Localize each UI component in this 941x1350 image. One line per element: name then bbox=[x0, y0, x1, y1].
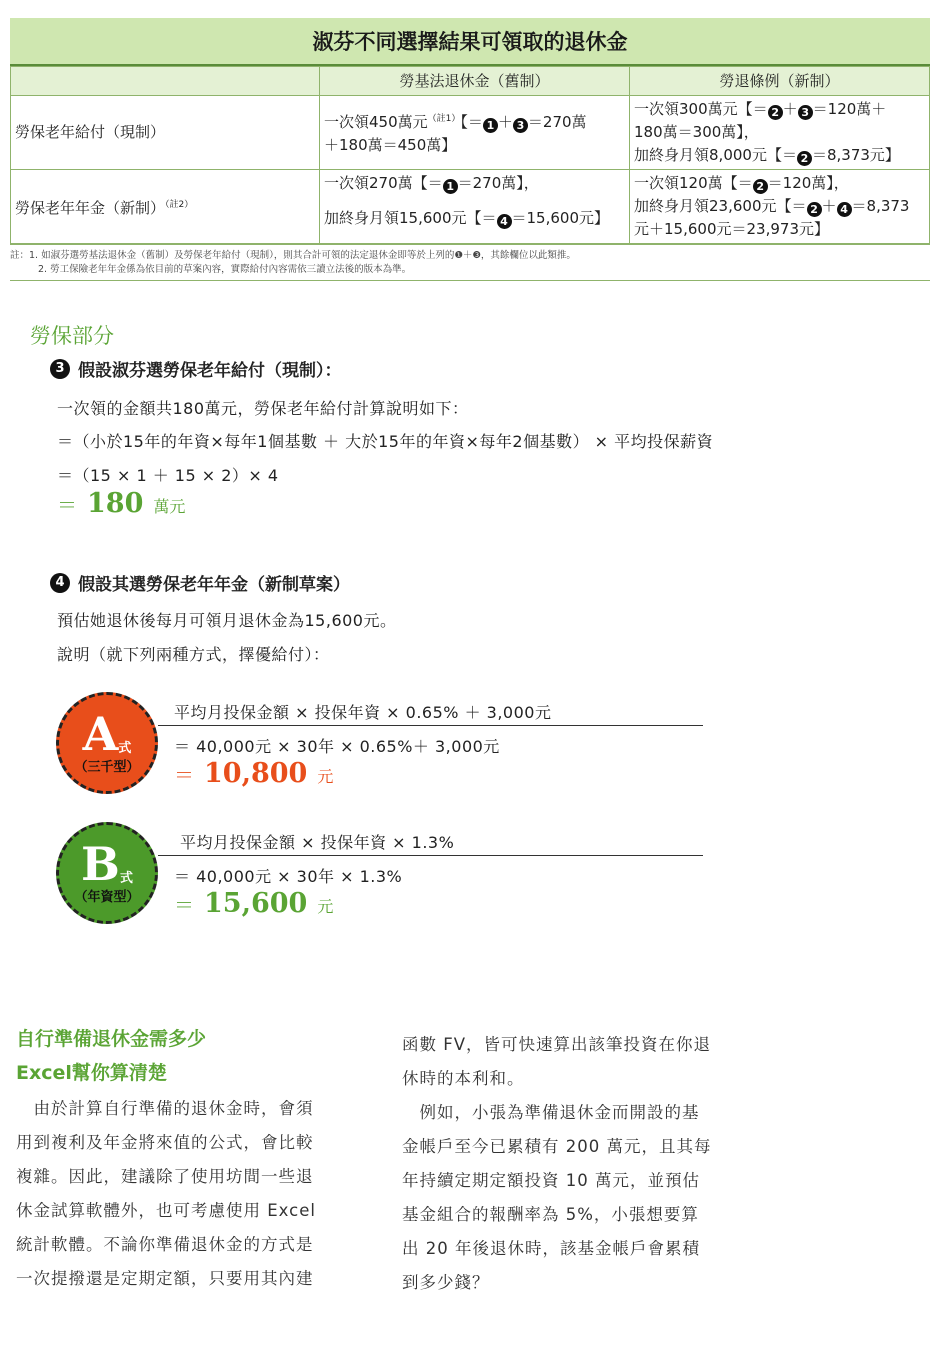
text-line: 統計軟體。不論你準備退休金的方式是 bbox=[16, 1235, 314, 1254]
s3-line-1: 一次領的金額共180萬元，勞保老年給付計算說明如下： bbox=[57, 399, 469, 418]
formula-a-unit: 元 bbox=[317, 767, 334, 786]
text-line: 複雜。因此，建議除了使用坊間一些退 bbox=[16, 1167, 314, 1186]
s3-result bbox=[57, 488, 185, 519]
formula-b-unit: 元 bbox=[317, 897, 334, 916]
formula-b-result bbox=[174, 888, 333, 919]
circled-number: 1 bbox=[443, 179, 458, 194]
circled-number: 2 bbox=[807, 202, 822, 217]
section-3-title: 假設淑芬選勞保老年給付（現制）： bbox=[78, 361, 342, 381]
formula-b-text: 平均月投保金額 × 投保年資 × 1.3% bbox=[180, 833, 455, 852]
s3-line-3: ＝（15 × 1 ＋ 15 × 2）× 4 bbox=[57, 466, 279, 485]
cell-text: ＝15,600元】 bbox=[511, 209, 609, 227]
cell-text: 【＝ bbox=[460, 113, 483, 131]
formula-b-rule bbox=[158, 855, 703, 856]
badge-letter: A bbox=[82, 706, 119, 761]
circled-number: 4 bbox=[497, 214, 512, 229]
cell-text: ＋ bbox=[782, 100, 798, 118]
formula-b-calc: ＝ 40,000元 × 30年 × 1.3% bbox=[174, 867, 403, 886]
badge-suffix: 式 bbox=[118, 740, 132, 756]
cell-text: 一次領270萬【＝ bbox=[324, 174, 443, 192]
formula-b-badge bbox=[56, 822, 158, 924]
cell-new-lump bbox=[630, 96, 930, 170]
formula-a-value: 10,800 bbox=[204, 758, 308, 789]
circled-number: 4 bbox=[837, 202, 852, 217]
labor-heading: 勞保部分 bbox=[30, 324, 114, 348]
table-title: 淑芬不同選擇結果可領取的退休金 bbox=[10, 18, 930, 66]
equals-sign: ＝ bbox=[174, 893, 194, 917]
cell-text: ＝120萬＋ bbox=[812, 100, 887, 118]
article-left-text bbox=[16, 1092, 376, 1296]
note-ref: （註1） bbox=[427, 114, 461, 124]
formula-a-calc: ＝ 40,000元 × 30年 × 0.65%＋ 3,000元 bbox=[174, 737, 500, 756]
cell-text: ＝270萬 bbox=[527, 113, 587, 131]
cell-text: 一次領120萬【＝ bbox=[634, 174, 753, 192]
s3-result-value: 180 bbox=[87, 488, 144, 519]
text-line: 休時的本利和。 bbox=[402, 1069, 525, 1088]
text-line: 由於計算自行準備的退休金時，會須 bbox=[16, 1099, 314, 1118]
cell-text: ＝8,373 bbox=[851, 197, 910, 215]
text-line: 出 20 年後退休時，該基金帳戶會累積 bbox=[402, 1239, 700, 1258]
number-badge: 3 bbox=[50, 359, 70, 379]
retirement-comparison-table bbox=[10, 18, 930, 281]
cell-text: 加終身月領23,600元【＝ bbox=[634, 197, 807, 215]
cell-text: 加終身月領8,000元【＝ bbox=[634, 146, 797, 164]
text-line: 一次提撥還是定期定額，只要用其內建 bbox=[16, 1269, 314, 1288]
text-line: 例如，小張為準備退休金而開設的基 bbox=[402, 1103, 700, 1122]
formula-a-rule bbox=[158, 725, 703, 726]
col-header-old: 勞基法退休金（舊制） bbox=[320, 67, 630, 96]
text-line: 用到複利及年金將來值的公式，會比較 bbox=[16, 1133, 314, 1152]
note-2: 2. 勞工保險老年年金係為依目前的草案內容，實際給付內容需依三讀立法後的版本為準。 bbox=[38, 264, 412, 275]
cell-text: ＋180萬＝450萬】 bbox=[324, 136, 457, 154]
text-line: 基金組合的報酬率為 5%，小張想要算 bbox=[402, 1205, 699, 1224]
text-line: 函數 FV，皆可快速算出該筆投資在你退 bbox=[402, 1035, 712, 1054]
text-line: 金帳戶至今已累積有 200 萬元，且其每 bbox=[402, 1137, 712, 1156]
equals-sign: ＝ bbox=[174, 763, 194, 787]
circled-number: 2 bbox=[768, 105, 783, 120]
col-header-new: 勞退條例（新制） bbox=[630, 67, 930, 96]
formula-b-value: 15,600 bbox=[204, 888, 308, 919]
row-label-text: 勞保老年年金（新制） bbox=[15, 198, 166, 217]
circled-number: 2 bbox=[753, 179, 768, 194]
s3-line-2: ＝（小於15年的年資×每年1個基數 ＋ 大於15年的年資×每年2個基數） × 平均投保薪資 bbox=[57, 432, 714, 451]
circled-number: 1 bbox=[483, 118, 498, 133]
formula-a-badge bbox=[56, 692, 158, 794]
s4-line-2: 說明（就下列兩種方式，擇優給付）： bbox=[57, 645, 330, 664]
formula-a-result bbox=[174, 758, 333, 789]
cell-text: 180萬＝300萬】， bbox=[634, 123, 759, 141]
badge-suffix: 式 bbox=[119, 870, 133, 886]
comparison-grid bbox=[10, 66, 930, 244]
equals-sign: ＝ bbox=[57, 493, 77, 517]
article-heading-1: 自行準備退休金需多少 bbox=[16, 1028, 207, 1050]
cell-old-lump bbox=[320, 96, 630, 170]
cell-text: 加終身月領15,600元【＝ bbox=[324, 209, 497, 227]
cell-old-annuity bbox=[320, 170, 630, 244]
circled-number: 3 bbox=[798, 105, 813, 120]
note-1: 註：1. 如淑芬選勞基法退休金（舊制）及勞保老年給付（現制），則其合計可領的法定退休金即等於上列的❶＋❸，其餘欄位以此類推。 bbox=[10, 250, 576, 261]
section-3-heading bbox=[50, 356, 342, 381]
number-badge: 4 bbox=[50, 573, 70, 593]
text-line: 到多少錢？ bbox=[402, 1273, 490, 1292]
cell-text: 一次領450萬元 bbox=[324, 113, 428, 131]
circled-number: 2 bbox=[797, 151, 812, 166]
article-left-column bbox=[16, 1022, 376, 1296]
article-right-column bbox=[402, 1028, 762, 1300]
cell-text: 元＋15,600元＝23,973元】 bbox=[634, 220, 829, 238]
corner-cell bbox=[11, 67, 320, 96]
article-heading-2: Excel幫你算清楚 bbox=[16, 1062, 167, 1084]
cell-new-annuity bbox=[630, 170, 930, 244]
section-4-heading bbox=[50, 570, 350, 595]
cell-text: ＋ bbox=[497, 113, 513, 131]
cell-text: ＝8,373元】 bbox=[811, 146, 900, 164]
cell-text: ＝120萬】， bbox=[767, 174, 849, 192]
note-ref: （註2） bbox=[165, 199, 194, 210]
table-bottom-rule bbox=[10, 280, 930, 281]
table-notes bbox=[10, 244, 930, 277]
text-line: 年持續定期定額投資 10 萬元，並預估 bbox=[402, 1171, 700, 1190]
s3-result-unit: 萬元 bbox=[153, 497, 186, 516]
cell-text: 一次領300萬元【＝ bbox=[634, 100, 768, 118]
text-line: 休金試算軟體外，也可考慮使用 Excel bbox=[16, 1201, 316, 1220]
badge-subtitle: （三千型） bbox=[74, 759, 140, 775]
row-label-annuity bbox=[11, 170, 320, 244]
circled-number: 3 bbox=[513, 118, 528, 133]
row-label-lump-sum: 勞保老年給付（現制） bbox=[11, 96, 320, 170]
formula-a-text: 平均月投保金額 × 投保年資 × 0.65% ＋ 3,000元 bbox=[174, 703, 552, 722]
badge-subtitle: （年資型） bbox=[74, 889, 140, 905]
cell-text: ＋ bbox=[821, 197, 837, 215]
cell-text: ＝270萬】， bbox=[457, 174, 539, 192]
badge-letter: B bbox=[81, 836, 120, 891]
section-4-title: 假設其選勞保老年年金（新制草案） bbox=[78, 575, 350, 595]
s4-line-1: 預估她退休後每月可領月退休金為15,600元。 bbox=[57, 611, 397, 630]
